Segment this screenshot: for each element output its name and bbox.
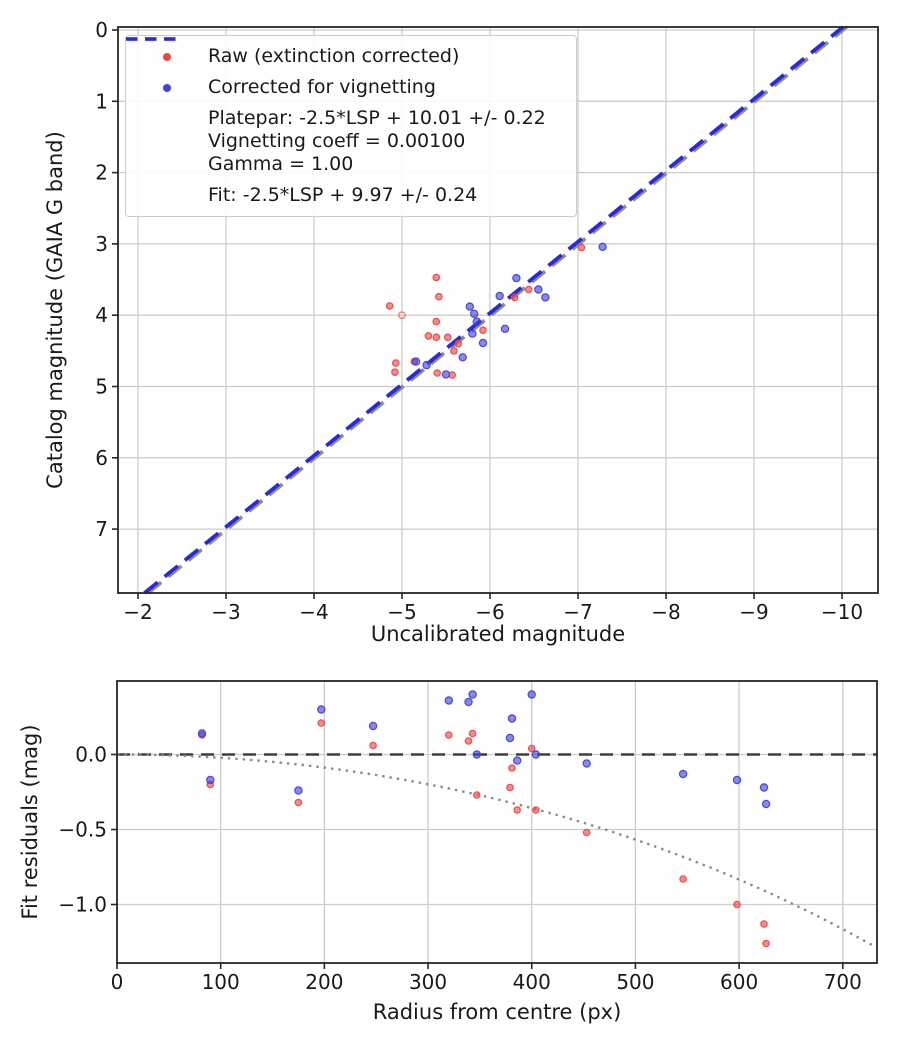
data-point-corrected [760,784,767,791]
data-point-corrected [599,243,606,250]
data-point-corrected [469,691,476,698]
data-point-raw [526,286,532,292]
x-tick-label: −10 [820,600,864,624]
x-tick-label: −7 [563,600,593,624]
top-x-axis-label: Uncalibrated magnitude [370,622,626,646]
x-tick-label: −9 [739,600,769,624]
data-point-raw [514,807,520,813]
data-point-corrected [496,292,503,299]
data-point-corrected [763,800,770,807]
data-point-raw [451,348,457,354]
legend-symbol-cell [138,53,196,61]
data-point-raw [433,318,439,324]
y-tick-label: 4 [95,303,108,328]
legend-item-fit [138,184,564,207]
data-point-corrected [469,330,476,337]
data-point-raw [480,327,486,333]
data-point-corrected [514,757,521,764]
y-tick-label: 0 [95,17,108,42]
legend-label: Raw (extinction corrected) [208,45,460,67]
legend-symbol-cell [138,84,196,92]
data-point-raw [318,720,324,726]
data-point-raw [509,765,515,771]
y-tick-label: −1.0 [58,892,107,917]
y-tick-label: −0.5 [58,817,107,842]
data-point-raw [434,370,440,376]
x-tick-label: 600 [720,970,759,994]
x-tick-label: −2 [123,600,153,624]
data-point-raw [446,732,452,738]
legend [125,35,577,217]
x-tick-label: 100 [201,970,240,994]
data-point-corrected [473,751,480,758]
x-tick-label: −3 [211,600,241,624]
data-point-raw [763,940,769,946]
legend-item-corrected [138,76,564,99]
data-point-corrected [473,318,480,325]
legend-item-raw [138,45,564,68]
data-point-raw [465,738,471,744]
data-point-corrected [445,697,452,704]
data-point-raw [734,901,740,907]
data-point-corrected [501,325,508,332]
data-point-corrected [198,730,205,737]
data-point-corrected [542,294,549,301]
data-point-corrected [513,275,520,282]
y-tick-label: 2 [95,160,108,185]
data-point-corrected [680,770,687,777]
data-point-raw [578,244,584,250]
x-tick-label: −5 [387,600,417,624]
x-tick-label: −6 [475,600,505,624]
data-point-raw [469,730,475,736]
x-tick-label: −8 [651,600,681,624]
data-point-corrected [370,722,377,729]
data-point-corrected [535,286,542,293]
legend-label: Platepar: -2.5*LSP + 10.01 +/- 0.22 Vignetting coeff = 0.00100 Gamma = 1.00 [208,107,546,175]
y-tick-label: 7 [95,517,108,542]
data-point-raw [533,807,539,813]
legend-item-platepar [138,107,564,176]
data-point-raw [511,294,517,300]
data-point-raw [295,799,301,805]
raw-marker-icon [163,53,171,61]
x-tick-label: 0 [110,970,124,994]
data-point-corrected [423,362,430,369]
data-point-corrected [583,760,590,767]
data-point-raw [393,360,399,366]
data-point-corrected [508,715,515,722]
data-point-corrected [318,706,325,713]
data-point-raw [584,829,590,835]
bottom-y-axis-label: Fit residuals (mag) [18,724,42,920]
data-point-corrected [465,698,472,705]
y-tick-label: 0.0 [75,742,107,767]
x-tick-label: −4 [299,600,329,624]
data-point-raw [445,334,451,340]
data-point-raw [370,742,376,748]
bottom-x-axis-label: Radius from centre (px) [372,1000,622,1024]
x-tick-label: 700 [823,970,862,994]
corrected-marker-icon [163,84,171,92]
data-point-corrected [207,776,214,783]
legend-label: Corrected for vignetting [208,76,436,98]
data-point-corrected [442,371,449,378]
data-point-corrected [733,776,740,783]
data-point-corrected [295,787,302,794]
y-tick-label: 1 [95,89,108,114]
data-point-raw [436,294,442,300]
x-tick-label: 500 [616,970,655,994]
x-tick-label: 400 [512,970,551,994]
data-point-raw [387,303,393,309]
data-point-raw [455,341,461,347]
legend-label: Fit: -2.5*LSP + 9.97 +/- 0.24 [208,184,478,206]
data-point-corrected [532,751,539,758]
residuals-chart [58,681,877,994]
data-point-raw [761,921,767,927]
data-point-corrected [466,303,473,310]
data-point-corrected [413,358,420,365]
fit-dash-icon [126,36,180,42]
data-point-corrected [528,691,535,698]
data-point-raw [433,334,439,340]
data-point-raw [433,274,439,280]
data-point-raw [425,333,431,339]
y-tick-label: 3 [95,231,108,256]
data-point-raw [529,745,535,751]
vignetting-model-curve [117,755,876,948]
data-point-raw [507,784,513,790]
data-point-raw [392,369,398,375]
y-tick-label: 5 [95,374,108,399]
data-point-corrected [471,310,478,317]
data-point-corrected [506,734,513,741]
data-point-corrected [479,339,486,346]
x-tick-label: 300 [408,970,448,994]
y-tick-label: 6 [95,445,108,470]
data-point-corrected [459,354,466,361]
x-tick-label: 200 [305,970,344,994]
data-point-raw [680,876,686,882]
top-y-axis-label: Catalog magnitude (GAIA G band) [43,131,67,489]
data-point-raw [474,792,480,798]
